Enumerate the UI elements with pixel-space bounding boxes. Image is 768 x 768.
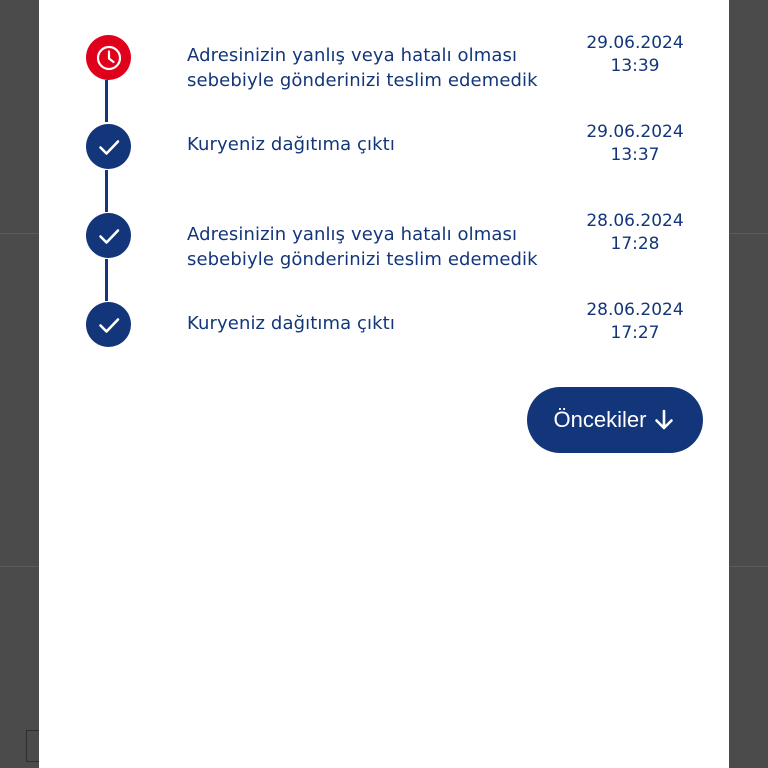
- event-timestamp: [569, 121, 701, 167]
- event-description-line: sebebiyle gönderinizi teslim edemedik: [187, 70, 538, 91]
- timeline-connector: [105, 170, 108, 212]
- event-timestamp: [569, 210, 701, 256]
- shipment-history-sheet: [39, 0, 729, 768]
- event-description: [187, 43, 587, 93]
- event-time: 17:27: [610, 323, 660, 343]
- previous-events-button[interactable]: [527, 387, 703, 453]
- check-icon: [95, 222, 123, 250]
- done-status-node: [86, 213, 131, 258]
- event-description-line: Kuryeniz dağıtıma çıktı: [187, 134, 395, 155]
- event-timestamp: [569, 299, 701, 345]
- arrow-down-icon: [652, 408, 676, 432]
- alert-status-node: [86, 35, 131, 80]
- event-date: 28.06.2024: [586, 300, 684, 320]
- event-date: 29.06.2024: [586, 122, 684, 142]
- event-description-line: sebebiyle gönderinizi teslim edemedik: [187, 249, 538, 270]
- timeline-connector: [105, 80, 108, 122]
- timeline-connector: [105, 259, 108, 301]
- clock-icon: [94, 43, 124, 73]
- event-description-line: Adresinizin yanlış veya hatalı olması: [187, 224, 518, 245]
- check-icon: [95, 133, 123, 161]
- done-status-node: [86, 302, 131, 347]
- event-date: 29.06.2024: [586, 33, 684, 53]
- event-description: [187, 222, 587, 272]
- event-description: [187, 132, 587, 157]
- done-status-node: [86, 124, 131, 169]
- event-time: 17:28: [610, 234, 660, 254]
- event-timestamp: [569, 32, 701, 78]
- event-date: 28.06.2024: [586, 211, 684, 231]
- check-icon: [95, 311, 123, 339]
- event-description: [187, 311, 587, 336]
- event-time: 13:39: [610, 56, 660, 76]
- event-description-line: Kuryeniz dağıtıma çıktı: [187, 313, 395, 334]
- event-description-line: Adresinizin yanlış veya hatalı olması: [187, 45, 518, 66]
- event-time: 13:37: [610, 145, 660, 165]
- previous-events-label: Öncekiler: [553, 407, 647, 432]
